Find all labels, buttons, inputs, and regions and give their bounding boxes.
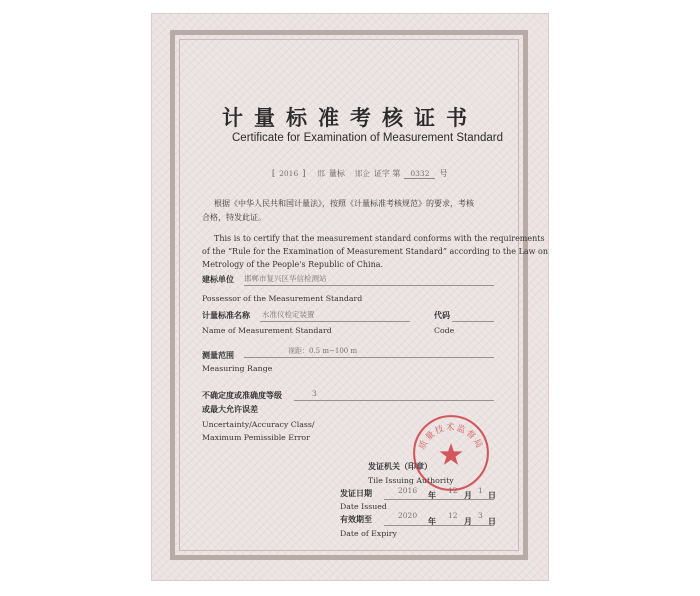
issue-month: 12 [448,486,458,495]
title-chinese: 计量标准考核证书 [222,105,478,130]
issue-year-unit: 年 [428,490,436,500]
code-underline [452,321,494,322]
certificate-number-line [272,168,451,179]
expiry-day-unit: 日 [488,516,496,526]
close-bracket: ] [302,169,306,178]
issue-day: 1 [478,486,483,495]
expiry-day: 3 [478,511,483,520]
range-underline [244,357,494,358]
cert-suffix: 号 [439,169,448,178]
uncertainty-label-cn-2: 或最大允许误差 [202,404,258,414]
expiry-year: 2020 [398,511,418,520]
issue-month-unit: 月 [464,490,472,500]
expiry-month: 12 [448,511,458,520]
range-label-en: Measuring Range [202,364,273,373]
intro-chinese-line-1: 根据《中华人民共和国计量法》，按照《计量标准考核规范》的要求，考核 [214,199,474,208]
code-label-en: Code [434,326,455,335]
issue-date-label-cn: 发证日期 [340,488,372,498]
standard-name-underline [260,321,410,322]
standard-name-label-en: Name of Measurement Standard [202,326,332,335]
authority-label-cn: 发证机关（印章） [368,461,432,471]
seal-star-icon [440,443,463,465]
expiry-date-label-en: Date of Expiry [340,529,397,538]
seal-text: 质量技术监督局 [417,423,485,452]
cert-label-2: 证字 第 [373,169,401,178]
range-value: 视距：0.5 m~100 m [288,347,358,355]
possessor-label-en: Possessor of the Measurement Standard [202,294,363,303]
expiry-month-unit: 月 [464,516,472,526]
open-bracket: [ [272,169,276,178]
possessor-underline [244,285,494,286]
expiry-date-label-cn: 有效期至 [340,514,372,524]
intro-english-line-2: of the “Rule for the Examination of Measurement Standard” according to the Law on [202,247,549,256]
uncertainty-underline [294,400,494,401]
cert-serial-number: 0332 [404,169,435,179]
uncertainty-label-cn-1: 不确定度或准确度等级 [202,390,282,400]
issue-year: 2016 [398,486,418,495]
uncertainty-label-en-2: Maximum Pemissible Error [202,433,310,442]
issue-day-unit: 日 [488,490,496,500]
standard-name-value: 水准仪检定装置 [262,310,315,319]
intro-english-line-1: This is to certify that the measurement standard conforms with the requirements [214,234,545,243]
range-label-cn: 测量范围 [202,350,234,360]
possessor-value: 邯郸市复兴区华信检测站 [244,274,327,283]
uncertainty-label-en-1: Uncertainty/Accuracy Class/ [202,420,315,429]
certificate-page [152,14,548,580]
expiry-year-unit: 年 [428,516,436,526]
cert-label-1: 量标 [328,169,345,178]
authority-label-en: Tile Issuing Authority [368,476,454,485]
cert-year: 2016 [279,169,299,178]
cert-prefix-1: 邯 [317,169,325,178]
expiry-date-underline [384,525,494,526]
intro-english-line-3: Metrology of the People's Republic of China. [202,260,384,269]
possessor-label-cn: 建标单位 [202,274,234,284]
intro-chinese-line-2: 合格，特发此证。 [202,213,266,222]
issue-date-label-en: Date Issued [340,502,387,511]
standard-name-label-cn: 计量标准名称 [202,310,250,320]
issue-date-underline [384,499,494,500]
cert-prefix-2: 邯企 [354,169,370,178]
title-english: Certificate for Examination of Measurement Standard [232,132,504,144]
code-label-cn: 代码 [434,310,450,320]
uncertainty-value: 3 [312,389,317,398]
official-seal [410,412,492,494]
